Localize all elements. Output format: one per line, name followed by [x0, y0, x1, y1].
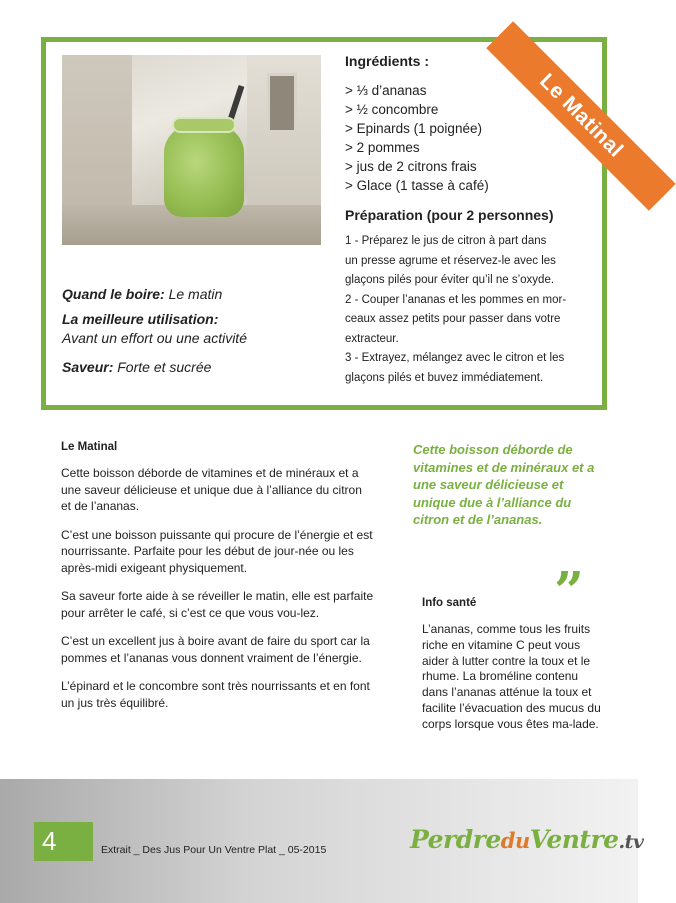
quote-mark-icon: „: [555, 531, 585, 592]
preparation-steps: [345, 232, 600, 388]
drink-summary: [62, 285, 312, 376]
ingredient-item: > ⅓ d’ananas: [345, 83, 427, 98]
prep-line: extracteur.: [345, 332, 399, 345]
prep-line: 1 - Préparez le jus de citron à part dans: [345, 235, 547, 247]
article-paragraph: C’est un excellent jus à boire avant de faire du sport car la pommes et l’ananas vous donnent vraiment de l’énergie.: [61, 634, 370, 665]
article-title: Le Matinal: [61, 441, 118, 453]
prep-line: glaçons pilés et buvez immédiatement.: [345, 371, 544, 384]
prep-line: un presse agrume et réservez-le avec les: [345, 254, 556, 267]
health-info-title: Info santé: [422, 597, 477, 609]
best-use-label: La meilleure utilisation:: [62, 311, 219, 327]
article-paragraph: Cette boisson déborde de vitamines et de minéraux et a une saveur délicieuse et unique due à l’alliance du citron et de l’ananas.: [61, 466, 362, 513]
article-paragraph: C’est une boisson puissante qui procure de l’énergie et est nourrissante. Parfaite pour les début de jour-née ou les après-midi exigeant physiquement.: [61, 527, 373, 575]
site-logo: PerdreduVentre.tv: [410, 825, 644, 854]
ingredients-title: Ingrédients :: [345, 53, 430, 69]
pull-quote: Cette boisson déborde de vitamines et de minéraux et a une saveur délicieuse et unique due à l’alliance du citron et de l’ananas.: [413, 442, 595, 527]
taste: Saveur: Forte et sucrée: [62, 359, 212, 375]
health-info-text: L’ananas, comme tous les fruits riche en vitamine C peut vous aider à lutter contre la toux et le rhume. La broméline contenu dans l’ananas atténue la toux et facilite l’évacuation des mucus du corps lorsque vous êtes ma-lade.: [422, 622, 601, 731]
footer-caption: Extrait _ Des Jus Pour Un Ventre Plat _ 05-2015: [101, 844, 327, 856]
page-number: 4: [34, 822, 93, 861]
article-paragraph: L’épinard et le concombre sont très nourrissants et en font un jus très équilibré.: [61, 679, 370, 710]
ingredient-item: > jus de 2 citrons frais: [345, 159, 477, 174]
prep-line: glaçons pilés pour éviter qu’il ne s’oxyde.: [345, 274, 555, 286]
ingredient-item: > Epinards (1 poignée): [345, 121, 482, 136]
ingredient-item: > 2 pommes: [345, 140, 420, 155]
article-body: [61, 441, 375, 723]
prep-line: ceaux assez petits pour passer dans votre: [345, 313, 561, 325]
health-info: [422, 597, 607, 733]
when-to-drink: Quand le boire: Le matin: [62, 286, 223, 302]
prep-line: 2 - Couper l’ananas et les pommes en mor-: [345, 293, 567, 306]
corner-ribbon: Le Matinal: [486, 21, 676, 211]
preparation-title: Préparation (pour 2 personnes): [345, 207, 554, 223]
recipe-card: [41, 37, 628, 410]
ingredient-item: > Glace (1 tasse à café): [345, 178, 489, 193]
article-paragraph: Sa saveur forte aide à se réveiller le matin, elle est parfaite pour arrêter le café, si c’est ce que vous vou-lez.: [61, 589, 374, 620]
smoothie-photo: [62, 55, 321, 245]
ingredient-item: > ½ concombre: [345, 102, 439, 117]
best-use-value: Avant un effort ou une activité: [62, 330, 247, 346]
prep-line: 3 - Extrayez, mélangez avec le citron et les: [345, 352, 565, 364]
